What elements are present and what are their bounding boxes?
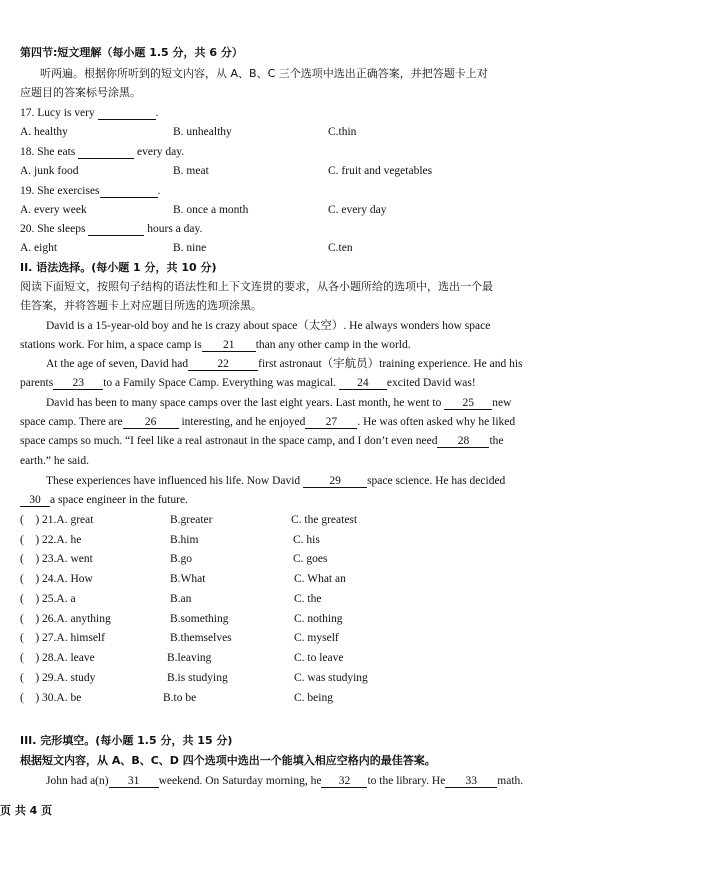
passage-line <box>20 415 515 429</box>
blank-29: 29 <box>303 475 367 488</box>
question-18-tail: every day. <box>137 146 185 158</box>
choice-27-b: B.themselves <box>170 632 232 644</box>
passage-text: excited David was! <box>386 377 476 389</box>
section4-instruction-line1: 听两遍。根据你所听到的短文内容，从 A、B、C 三个选项中选出正确答案，并把答题卡上对 <box>40 67 488 80</box>
passage-text: a space engineer in the future. <box>50 494 188 506</box>
answer-blank <box>100 185 158 198</box>
blank-31: 31 <box>109 775 159 788</box>
q17-option-b: B. unhealthy <box>173 126 232 138</box>
choice-25-a: ( ) 25.A. a <box>20 593 76 605</box>
choice-28-a: ( ) 28.A. leave <box>20 652 95 664</box>
choice-24-b: B.What <box>170 573 206 585</box>
q20-option-c: C.ten <box>328 242 353 254</box>
section4-instruction-line2: 应题目的答案标号涂黑。 <box>20 86 141 99</box>
q20-option-b: B. nine <box>173 242 207 254</box>
blank-33: 33 <box>445 775 497 788</box>
cloze-text: to the library. He <box>367 775 446 787</box>
q19-option-c: C. every day <box>328 204 387 216</box>
passage-text: space science. He has decided <box>367 475 506 487</box>
question-19-text: 19. She exercises <box>20 185 100 197</box>
question-17-text: 17. Lucy is very <box>20 107 95 119</box>
choice-22-c: C. his <box>293 534 320 546</box>
choice-21-c: C. the greatest <box>291 514 358 526</box>
cloze-line <box>46 774 523 788</box>
passage-text: new <box>492 397 512 409</box>
choice-24-a: ( ) 24.A. How <box>20 573 93 585</box>
blank-24: 24 <box>339 377 387 390</box>
passage-text: . He was often asked why he liked <box>357 416 516 428</box>
cloze-text: math. <box>497 775 524 787</box>
section2-instruction-line1: 阅读下面短文，按照句子结构的语法性和上下文连贯的要求，从各小题所给的选项中，选出一个最 <box>20 280 493 293</box>
choice-23-c: C. goes <box>293 553 328 565</box>
blank-28: 28 <box>437 435 489 448</box>
section2-instruction-line2: 佳答案，并将答题卡上对应题目所选的选项涂黑。 <box>20 299 262 312</box>
q18-option-c: C. fruit and vegetables <box>328 165 433 177</box>
section4-title: 第四节:短文理解（每小题 1.5 分，共 6 分） <box>20 46 243 59</box>
blank-23: 23 <box>53 377 103 390</box>
blank-26: 26 <box>123 416 179 429</box>
question-19 <box>20 184 160 198</box>
passage-text: David has been to many space camps over the last eight years. Last month, he went to <box>46 397 442 409</box>
choice-28-b: B.leaving <box>167 652 212 664</box>
passage-line <box>46 357 523 371</box>
blank-22: 22 <box>188 358 258 371</box>
passage-line <box>46 396 511 410</box>
choice-27-c: C. myself <box>294 632 339 644</box>
choice-27-a: ( ) 27.A. himself <box>20 632 105 644</box>
passage-text: space camps so much. “I feel like a real astronaut in the space camp, and I don’t even need <box>20 435 438 447</box>
question-20-tail: hours a day. <box>147 223 203 235</box>
passage-text: These experiences have influenced his life. Now David <box>46 475 301 487</box>
choice-21-b: B.greater <box>170 514 213 526</box>
choice-23-a: ( ) 23.A. went <box>20 553 93 565</box>
choice-26-a: ( ) 26.A. anything <box>20 613 111 625</box>
page-footer: 页 共 4 页 <box>0 804 53 817</box>
question-18-text: 18. She eats <box>20 146 76 158</box>
question-20 <box>20 222 202 236</box>
choice-29-a: ( ) 29.A. study <box>20 672 96 684</box>
question-19-tail: . <box>157 185 161 197</box>
question-17-tail: . <box>155 107 159 119</box>
q19-option-a: A. every week <box>20 204 87 216</box>
passage-text: space camp. There are <box>20 416 123 428</box>
choice-30-a: ( ) 30.A. be <box>20 692 82 704</box>
passage-text: than any other camp in the world. <box>255 339 411 351</box>
passage-line: earth.” he said. <box>20 455 89 467</box>
choice-22-a: ( ) 22.A. he <box>20 534 82 546</box>
passage-line <box>20 434 504 448</box>
q18-option-a: A. junk food <box>20 165 79 177</box>
passage-text: parents <box>20 377 54 389</box>
question-18 <box>20 145 184 159</box>
answer-blank <box>98 107 156 120</box>
choice-29-c: C. was studying <box>294 672 368 684</box>
blank-32: 32 <box>321 775 367 788</box>
section2-title: II. 语法选择。(每小题 1 分，共 10 分) <box>20 261 217 274</box>
cloze-text: John had a(n) <box>46 775 109 787</box>
q19-option-b: B. once a month <box>173 204 249 216</box>
q17-option-a: A. healthy <box>20 126 68 138</box>
passage-text: the <box>489 435 504 447</box>
choice-21-a: ( ) 21.A. great <box>20 514 94 526</box>
passage-text: to a Family Space Camp. Everything was magical. <box>103 377 337 389</box>
passage-line: David is a 15-year-old boy and he is crazy about space（太空）. He always wonders how space <box>46 320 491 332</box>
passage-text: first astronaut（宇航员）training experience. He and his <box>258 358 523 370</box>
passage-line <box>46 474 505 488</box>
choice-23-b: B.go <box>170 553 193 565</box>
question-20-text: 20. She sleeps <box>20 223 86 235</box>
passage-line <box>20 493 188 507</box>
passage-line <box>20 376 476 390</box>
section3-title: III. 完形填空。(每小题 1.5 分，共 15 分) <box>20 734 233 747</box>
q20-option-a: A. eight <box>20 242 58 254</box>
choice-29-b: B.is studying <box>167 672 228 684</box>
answer-blank <box>88 223 144 236</box>
answer-blank <box>78 146 134 159</box>
choice-30-c: C. being <box>294 692 333 704</box>
choice-28-c: C. to leave <box>294 652 344 664</box>
choice-26-b: B.something <box>170 613 229 625</box>
choice-25-c: C. the <box>294 593 322 605</box>
blank-30: 30 <box>20 494 50 507</box>
choice-26-c: C. nothing <box>294 613 343 625</box>
passage-text: stations work. For him, a space camp is <box>20 339 202 351</box>
passage-line <box>20 338 411 352</box>
section3-instruction: 根据短文内容，从 A、B、C、D 四个选项中选出一个能填入相应空格内的最佳答案。 <box>20 754 436 767</box>
choice-24-c: C. What an <box>294 573 346 585</box>
passage-text: interesting, and he enjoyed <box>181 416 306 428</box>
q17-option-c: C.thin <box>328 126 357 138</box>
question-17 <box>20 106 158 120</box>
choice-22-b: B.him <box>170 534 199 546</box>
choice-25-b: B.an <box>170 593 192 605</box>
blank-27: 27 <box>305 416 357 429</box>
blank-25: 25 <box>444 397 492 410</box>
blank-21: 21 <box>202 339 256 352</box>
choice-30-b: B.to be <box>163 692 197 704</box>
passage-text: At the age of seven, David had <box>46 358 189 370</box>
q18-option-b: B. meat <box>173 165 209 177</box>
cloze-text: weekend. On Saturday morning, he <box>158 775 322 787</box>
